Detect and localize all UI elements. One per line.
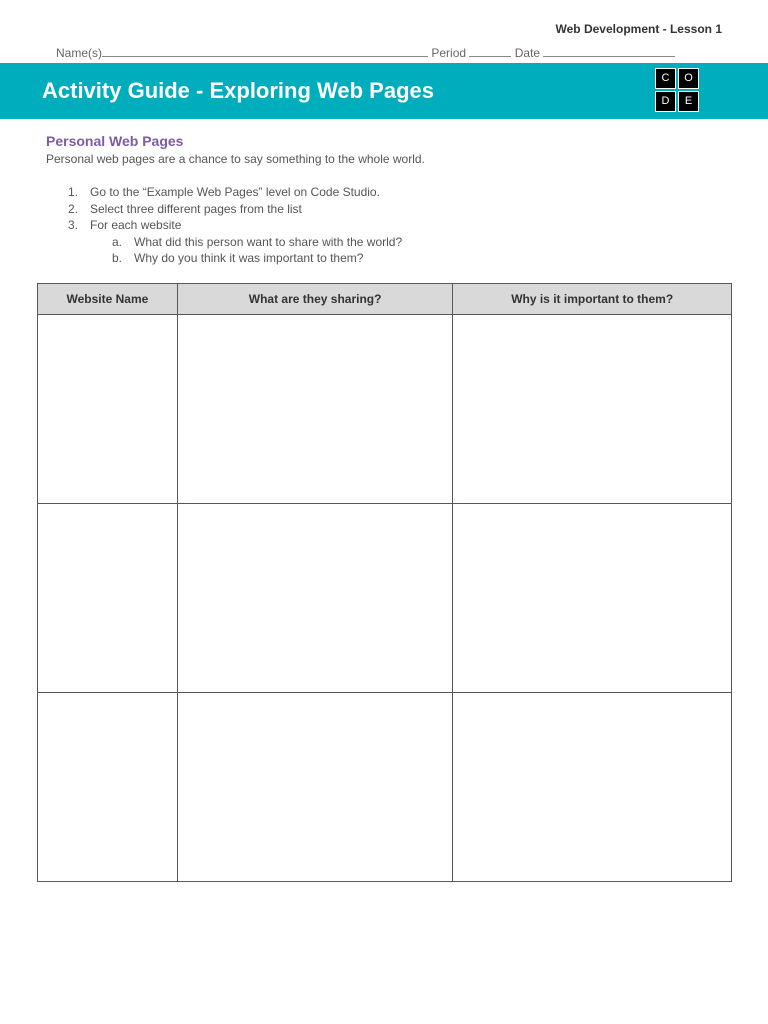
name-period-date-line: [56, 46, 675, 60]
list-item: 3. For each website: [68, 218, 182, 232]
sharing-cell[interactable]: [177, 315, 453, 504]
period-blank[interactable]: [469, 46, 511, 57]
logo-letter-c: C: [655, 68, 676, 89]
instructions-list: [68, 184, 402, 267]
importance-cell[interactable]: [453, 315, 732, 504]
website-name-cell[interactable]: [38, 693, 178, 882]
table-row: [38, 504, 732, 693]
course-lesson-label: Web Development - Lesson 1: [555, 22, 722, 36]
period-label: Period: [431, 46, 467, 60]
section-intro: Personal web pages are a chance to say something to the whole world.: [46, 152, 425, 166]
header-website-name: Website Name: [38, 284, 178, 315]
date-blank[interactable]: [543, 46, 675, 57]
table-row: [38, 315, 732, 504]
code-logo: [655, 68, 701, 114]
sharing-cell[interactable]: [177, 504, 453, 693]
date-label: Date: [514, 46, 541, 60]
list-item: 2. Select three different pages from the list: [68, 201, 302, 216]
table-row: [38, 693, 732, 882]
page-title: Activity Guide - Exploring Web Pages: [42, 78, 435, 103]
table-header-row: [38, 284, 732, 315]
title-banner: [0, 63, 768, 119]
website-name-cell[interactable]: [38, 504, 178, 693]
sharing-cell[interactable]: [177, 693, 453, 882]
logo-letter-d: D: [655, 91, 676, 112]
importance-cell[interactable]: [453, 693, 732, 882]
section-title: Personal Web Pages: [46, 133, 184, 149]
sub-list-item: a. What did this person want to share with the world?: [112, 234, 403, 249]
names-label: Name(s): [56, 46, 103, 60]
logo-letter-e: E: [678, 91, 699, 112]
header-what-sharing: What are they sharing?: [177, 284, 453, 315]
logo-letter-o: O: [678, 68, 699, 89]
sub-list-item: b. Why do you think it was important to them?: [112, 251, 364, 265]
response-table: [37, 283, 732, 882]
names-blank[interactable]: [102, 46, 428, 57]
list-item: 1. Go to the “Example Web Pages” level on Code Studio.: [68, 185, 380, 199]
header-why-important: Why is it important to them?: [453, 284, 732, 315]
importance-cell[interactable]: [453, 504, 732, 693]
website-name-cell[interactable]: [38, 315, 178, 504]
